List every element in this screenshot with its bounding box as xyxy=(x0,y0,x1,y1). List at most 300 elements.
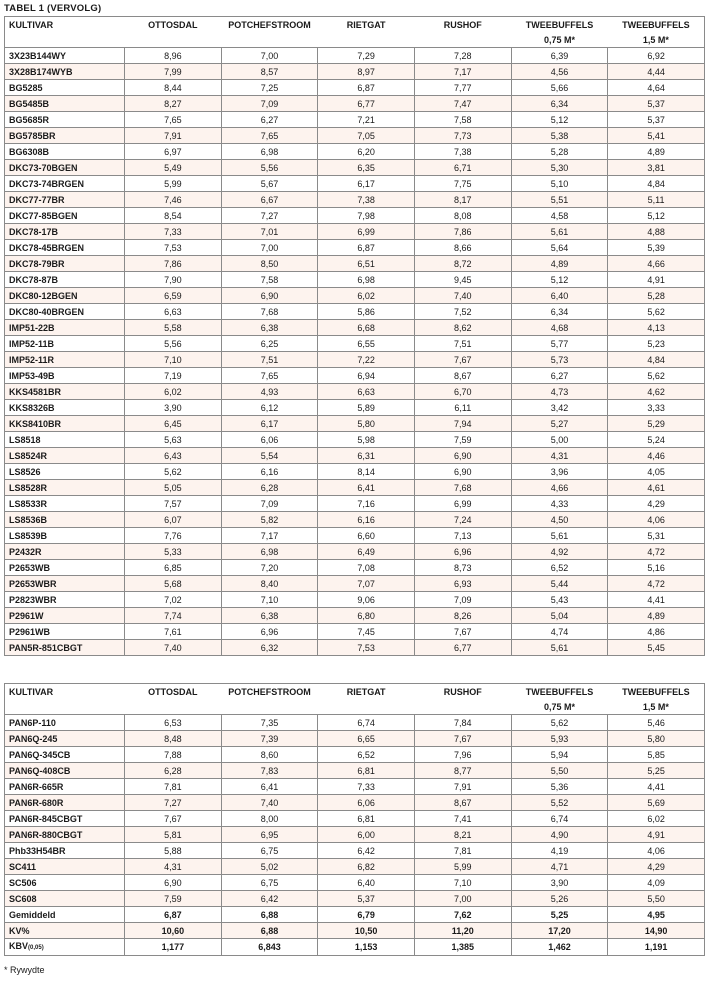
header-subrow xyxy=(5,32,705,48)
yield-value: 4,89 xyxy=(511,256,608,272)
yield-value: 7,65 xyxy=(221,368,318,384)
yield-value: 7,77 xyxy=(414,80,511,96)
col-header-tweebuffels-075: TWEEBUFFELS xyxy=(511,684,608,700)
yield-value: 5,28 xyxy=(608,288,705,304)
yield-value: 6,38 xyxy=(221,608,318,624)
yield-value: 5,62 xyxy=(608,368,705,384)
yield-value: 7,24 xyxy=(414,512,511,528)
yield-value: 5,61 xyxy=(511,224,608,240)
yield-value: 6,87 xyxy=(318,80,415,96)
yield-value: 6,27 xyxy=(511,368,608,384)
yield-value: 8,73 xyxy=(414,560,511,576)
yield-value: 5,58 xyxy=(125,320,222,336)
yield-value: 5,02 xyxy=(221,859,318,875)
yield-value: 7,19 xyxy=(125,368,222,384)
table-row xyxy=(5,859,705,875)
yield-value: 5,10 xyxy=(511,176,608,192)
yield-value: 7,88 xyxy=(125,747,222,763)
table-row xyxy=(5,224,705,240)
yield-value: 4,68 xyxy=(511,320,608,336)
yield-value: 5,89 xyxy=(318,400,415,416)
yield-value: 4,90 xyxy=(511,827,608,843)
yield-value: 5,12 xyxy=(608,208,705,224)
cultivar-name: LS8526 xyxy=(5,464,125,480)
cultivar-name: DKC73-74BRGEN xyxy=(5,176,125,192)
yield-value: 7,74 xyxy=(125,608,222,624)
yield-value: 6,34 xyxy=(511,304,608,320)
yield-value: 6,75 xyxy=(221,843,318,859)
yield-value: 4,41 xyxy=(608,779,705,795)
yield-value: 6,63 xyxy=(318,384,415,400)
table-row xyxy=(5,272,705,288)
cultivar-name: PAN6P-110 xyxy=(5,715,125,731)
summary-value: 14,90 xyxy=(608,923,705,939)
cultivar-name: SC506 xyxy=(5,875,125,891)
table-row xyxy=(5,891,705,907)
col-header-tweebuffels-075: TWEEBUFFELS xyxy=(511,17,608,33)
yield-value: 5,28 xyxy=(511,144,608,160)
data-table-part-1 xyxy=(4,16,705,656)
yield-value: 6,67 xyxy=(221,192,318,208)
col-header-rietgat: RIETGAT xyxy=(318,17,415,33)
yield-value: 6,17 xyxy=(221,416,318,432)
kbv-label-text: KBV xyxy=(9,941,29,951)
yield-value: 6,74 xyxy=(318,715,415,731)
yield-value: 7,59 xyxy=(125,891,222,907)
cultivar-name: DKC77-85BGEN xyxy=(5,208,125,224)
yield-value: 7,29 xyxy=(318,48,415,64)
yield-value: 7,10 xyxy=(125,352,222,368)
summary-value: 10,60 xyxy=(125,923,222,939)
cultivar-name: P2432R xyxy=(5,544,125,560)
yield-value: 6,96 xyxy=(414,544,511,560)
yield-value: 6,90 xyxy=(414,448,511,464)
cultivar-name: LS8528R xyxy=(5,480,125,496)
yield-value: 4,31 xyxy=(511,448,608,464)
yield-value: 5,50 xyxy=(608,891,705,907)
yield-value: 6,77 xyxy=(318,96,415,112)
yield-value: 4,64 xyxy=(608,80,705,96)
yield-value: 3,96 xyxy=(511,464,608,480)
yield-value: 6,92 xyxy=(608,48,705,64)
yield-value: 5,46 xyxy=(608,715,705,731)
yield-value: 7,00 xyxy=(221,48,318,64)
kbv-value: 1,191 xyxy=(608,939,705,956)
yield-value: 7,67 xyxy=(414,624,511,640)
yield-value: 7,90 xyxy=(125,272,222,288)
cultivar-name: LS8539B xyxy=(5,528,125,544)
summary-row xyxy=(5,907,705,923)
kbv-subscript: (0,05) xyxy=(28,945,44,951)
col-header-ottosdal: OTTOSDAL xyxy=(125,684,222,700)
yield-value: 4,72 xyxy=(608,544,705,560)
yield-value: 5,80 xyxy=(318,416,415,432)
summary-value: 11,20 xyxy=(414,923,511,939)
cultivar-name: LS8536B xyxy=(5,512,125,528)
yield-value: 6,95 xyxy=(221,827,318,843)
cultivar-name: BG5685R xyxy=(5,112,125,128)
table-row xyxy=(5,304,705,320)
yield-value: 6,80 xyxy=(318,608,415,624)
yield-value: 4,93 xyxy=(221,384,318,400)
yield-value: 4,89 xyxy=(608,144,705,160)
cultivar-name: 3X28B174WYB xyxy=(5,64,125,80)
yield-value: 7,86 xyxy=(414,224,511,240)
yield-value: 4,50 xyxy=(511,512,608,528)
cultivar-name: DKC77-77BR xyxy=(5,192,125,208)
table-row xyxy=(5,875,705,891)
summary-value: 6,87 xyxy=(125,907,222,923)
table-row xyxy=(5,448,705,464)
table-row xyxy=(5,464,705,480)
cultivar-name: IMP51-22B xyxy=(5,320,125,336)
col-header-rushof: RUSHOF xyxy=(414,17,511,33)
yield-value: 8,54 xyxy=(125,208,222,224)
kbv-label xyxy=(5,939,125,956)
yield-value: 6,40 xyxy=(511,288,608,304)
col-header-rushof: RUSHOF xyxy=(414,684,511,700)
yield-value: 6,40 xyxy=(318,875,415,891)
yield-value: 8,50 xyxy=(221,256,318,272)
yield-value: 7,20 xyxy=(221,560,318,576)
yield-value: 6,52 xyxy=(318,747,415,763)
yield-value: 5,61 xyxy=(511,528,608,544)
kbv-value: 1,177 xyxy=(125,939,222,956)
yield-value: 5,77 xyxy=(511,336,608,352)
yield-value: 7,01 xyxy=(221,224,318,240)
table-row xyxy=(5,128,705,144)
col-subheader-075: 0,75 M* xyxy=(511,699,608,715)
yield-value: 4,66 xyxy=(608,256,705,272)
yield-value: 4,06 xyxy=(608,512,705,528)
yield-value: 4,05 xyxy=(608,464,705,480)
yield-value: 6,16 xyxy=(221,464,318,480)
yield-value: 8,57 xyxy=(221,64,318,80)
yield-value: 5,62 xyxy=(511,715,608,731)
yield-value: 6,06 xyxy=(221,432,318,448)
yield-value: 7,53 xyxy=(125,240,222,256)
yield-value: 7,07 xyxy=(318,576,415,592)
yield-value: 5,23 xyxy=(608,336,705,352)
data-table-part-2 xyxy=(4,683,705,956)
summary-value: 4,95 xyxy=(608,907,705,923)
yield-value: 5,88 xyxy=(125,843,222,859)
yield-value: 5,68 xyxy=(125,576,222,592)
yield-value: 3,90 xyxy=(511,875,608,891)
yield-value: 4,91 xyxy=(608,827,705,843)
yield-value: 8,72 xyxy=(414,256,511,272)
yield-value: 4,84 xyxy=(608,352,705,368)
yield-value: 5,44 xyxy=(511,576,608,592)
yield-value: 5,24 xyxy=(608,432,705,448)
yield-value: 6,98 xyxy=(221,144,318,160)
yield-value: 7,22 xyxy=(318,352,415,368)
yield-value: 4,33 xyxy=(511,496,608,512)
col-header-potchefstroom: POTCHEFSTROOM xyxy=(221,684,318,700)
yield-value: 7,68 xyxy=(414,480,511,496)
col-header-tweebuffels-15: TWEEBUFFELS xyxy=(608,17,705,33)
cultivar-name: DKC78-17B xyxy=(5,224,125,240)
table-row xyxy=(5,384,705,400)
yield-value: 5,43 xyxy=(511,592,608,608)
yield-value: 5,80 xyxy=(608,731,705,747)
yield-value: 5,37 xyxy=(318,891,415,907)
yield-value: 7,96 xyxy=(414,747,511,763)
table-row xyxy=(5,64,705,80)
yield-value: 3,81 xyxy=(608,160,705,176)
yield-value: 7,45 xyxy=(318,624,415,640)
yield-value: 5,27 xyxy=(511,416,608,432)
table-row xyxy=(5,352,705,368)
yield-value: 7,91 xyxy=(414,779,511,795)
cultivar-name: PAN6Q-345CB xyxy=(5,747,125,763)
cultivar-name: LS8524R xyxy=(5,448,125,464)
cultivar-name: P2961W xyxy=(5,608,125,624)
yield-value: 8,48 xyxy=(125,731,222,747)
table-row xyxy=(5,811,705,827)
yield-value: 4,58 xyxy=(511,208,608,224)
yield-value: 7,38 xyxy=(414,144,511,160)
kbv-value: 1,153 xyxy=(318,939,415,956)
yield-value: 5,99 xyxy=(414,859,511,875)
yield-value: 7,38 xyxy=(318,192,415,208)
yield-value: 7,67 xyxy=(414,731,511,747)
yield-value: 7,84 xyxy=(414,715,511,731)
yield-value: 8,62 xyxy=(414,320,511,336)
yield-value: 8,14 xyxy=(318,464,415,480)
cultivar-name: BG5285 xyxy=(5,80,125,96)
yield-value: 8,44 xyxy=(125,80,222,96)
yield-value: 5,12 xyxy=(511,112,608,128)
yield-value: 6,53 xyxy=(125,715,222,731)
cultivar-name: BG6308B xyxy=(5,144,125,160)
yield-value: 3,90 xyxy=(125,400,222,416)
yield-value: 4,06 xyxy=(608,843,705,859)
yield-value: 7,47 xyxy=(414,96,511,112)
yield-value: 7,08 xyxy=(318,560,415,576)
yield-value: 5,69 xyxy=(608,795,705,811)
yield-value: 8,77 xyxy=(414,763,511,779)
table-row xyxy=(5,608,705,624)
yield-value: 7,40 xyxy=(221,795,318,811)
cultivar-name: PAN6R-665R xyxy=(5,779,125,795)
col-subheader-075: 0,75 M* xyxy=(511,32,608,48)
table-row xyxy=(5,416,705,432)
table-row xyxy=(5,747,705,763)
yield-value: 7,51 xyxy=(414,336,511,352)
yield-value: 7,16 xyxy=(318,496,415,512)
table-row xyxy=(5,208,705,224)
yield-value: 4,74 xyxy=(511,624,608,640)
yield-value: 5,93 xyxy=(511,731,608,747)
yield-value: 5,62 xyxy=(608,304,705,320)
col-subheader-15: 1,5 M* xyxy=(608,32,705,48)
table-row xyxy=(5,336,705,352)
summary-value: 6,88 xyxy=(221,923,318,939)
yield-value: 5,63 xyxy=(125,432,222,448)
cultivar-name: P2961WB xyxy=(5,624,125,640)
yield-value: 6,28 xyxy=(125,763,222,779)
yield-value: 7,67 xyxy=(414,352,511,368)
yield-value: 4,29 xyxy=(608,859,705,875)
table-body-1 xyxy=(5,48,705,656)
yield-value: 5,64 xyxy=(511,240,608,256)
yield-value: 6,28 xyxy=(221,480,318,496)
yield-value: 4,66 xyxy=(511,480,608,496)
yield-value: 8,17 xyxy=(414,192,511,208)
yield-value: 6,35 xyxy=(318,160,415,176)
yield-value: 7,67 xyxy=(125,811,222,827)
yield-value: 6,02 xyxy=(125,384,222,400)
yield-value: 5,81 xyxy=(125,827,222,843)
yield-value: 7,75 xyxy=(414,176,511,192)
yield-value: 7,09 xyxy=(221,496,318,512)
yield-value: 6,52 xyxy=(511,560,608,576)
table-row xyxy=(5,560,705,576)
cultivar-name: PAN6R-845CBGT xyxy=(5,811,125,827)
yield-value: 7,21 xyxy=(318,112,415,128)
yield-value: 7,58 xyxy=(414,112,511,128)
yield-value: 5,41 xyxy=(608,128,705,144)
yield-value: 7,09 xyxy=(221,96,318,112)
yield-value: 7,65 xyxy=(221,128,318,144)
yield-value: 6,16 xyxy=(318,512,415,528)
table-row xyxy=(5,320,705,336)
yield-value: 5,61 xyxy=(511,640,608,656)
table-row xyxy=(5,288,705,304)
yield-value: 5,56 xyxy=(125,336,222,352)
yield-value: 6,74 xyxy=(511,811,608,827)
yield-value: 6,17 xyxy=(318,176,415,192)
table-body-2 xyxy=(5,715,705,956)
yield-value: 5,73 xyxy=(511,352,608,368)
header-row xyxy=(5,684,705,700)
yield-value: 4,89 xyxy=(608,608,705,624)
yield-value: 6,93 xyxy=(414,576,511,592)
yield-value: 7,27 xyxy=(221,208,318,224)
table-row xyxy=(5,827,705,843)
yield-value: 6,75 xyxy=(221,875,318,891)
yield-value: 7,40 xyxy=(125,640,222,656)
yield-value: 5,99 xyxy=(125,176,222,192)
table-row xyxy=(5,624,705,640)
yield-value: 5,33 xyxy=(125,544,222,560)
summary-value: 5,25 xyxy=(511,907,608,923)
table-row xyxy=(5,795,705,811)
cultivar-name: PAN6Q-408CB xyxy=(5,763,125,779)
table-row xyxy=(5,496,705,512)
yield-value: 5,00 xyxy=(511,432,608,448)
yield-value: 8,08 xyxy=(414,208,511,224)
yield-value: 6,42 xyxy=(221,891,318,907)
yield-value: 4,31 xyxy=(125,859,222,875)
yield-value: 4,19 xyxy=(511,843,608,859)
yield-value: 6,99 xyxy=(414,496,511,512)
cultivar-name: 3X23B144WY xyxy=(5,48,125,64)
yield-value: 5,25 xyxy=(608,763,705,779)
yield-value: 6,39 xyxy=(511,48,608,64)
yield-value: 7,46 xyxy=(125,192,222,208)
yield-value: 6,82 xyxy=(318,859,415,875)
yield-value: 6,90 xyxy=(414,464,511,480)
yield-value: 6,38 xyxy=(221,320,318,336)
yield-value: 6,98 xyxy=(221,544,318,560)
yield-value: 9,06 xyxy=(318,592,415,608)
yield-value: 5,39 xyxy=(608,240,705,256)
yield-value: 7,68 xyxy=(221,304,318,320)
yield-value: 7,17 xyxy=(414,64,511,80)
cultivar-name: P2653WBR xyxy=(5,576,125,592)
yield-value: 5,52 xyxy=(511,795,608,811)
table-row xyxy=(5,512,705,528)
yield-value: 6,11 xyxy=(414,400,511,416)
yield-value: 6,51 xyxy=(318,256,415,272)
table-row xyxy=(5,256,705,272)
yield-value: 4,61 xyxy=(608,480,705,496)
summary-label: KV% xyxy=(5,923,125,939)
table-row xyxy=(5,368,705,384)
cultivar-name: SC608 xyxy=(5,891,125,907)
cultivar-name: P2823WBR xyxy=(5,592,125,608)
cultivar-name: DKC80-40BRGEN xyxy=(5,304,125,320)
col-header-ottosdal: OTTOSDAL xyxy=(125,17,222,33)
cultivar-name: DKC78-45BRGEN xyxy=(5,240,125,256)
yield-value: 6,71 xyxy=(414,160,511,176)
table-row xyxy=(5,160,705,176)
yield-value: 7,02 xyxy=(125,592,222,608)
yield-value: 5,85 xyxy=(608,747,705,763)
yield-value: 8,26 xyxy=(414,608,511,624)
yield-value: 5,86 xyxy=(318,304,415,320)
summary-label: Gemiddeld xyxy=(5,907,125,923)
yield-value: 5,37 xyxy=(608,96,705,112)
table-row xyxy=(5,763,705,779)
cultivar-name: LS8533R xyxy=(5,496,125,512)
yield-value: 4,44 xyxy=(608,64,705,80)
yield-value: 6,25 xyxy=(221,336,318,352)
cultivar-name: LS8518 xyxy=(5,432,125,448)
yield-value: 7,39 xyxy=(221,731,318,747)
cultivar-name: PAN5R-851CBGT xyxy=(5,640,125,656)
table-row xyxy=(5,640,705,656)
kbv-value: 1,462 xyxy=(511,939,608,956)
yield-value: 7,81 xyxy=(125,779,222,795)
yield-value: 5,36 xyxy=(511,779,608,795)
cultivar-name: DKC80-12BGEN xyxy=(5,288,125,304)
yield-value: 6,81 xyxy=(318,811,415,827)
table-row xyxy=(5,112,705,128)
cultivar-name: KKS8326B xyxy=(5,400,125,416)
summary-value: 6,88 xyxy=(221,907,318,923)
yield-value: 8,60 xyxy=(221,747,318,763)
table-row xyxy=(5,144,705,160)
yield-value: 7,10 xyxy=(221,592,318,608)
cultivar-name: BG5785BR xyxy=(5,128,125,144)
yield-value: 7,52 xyxy=(414,304,511,320)
yield-value: 5,49 xyxy=(125,160,222,176)
yield-value: 4,56 xyxy=(511,64,608,80)
yield-value: 5,56 xyxy=(221,160,318,176)
cultivar-name: DKC78-87B xyxy=(5,272,125,288)
cultivar-name: DKC78-79BR xyxy=(5,256,125,272)
yield-value: 5,05 xyxy=(125,480,222,496)
table-row xyxy=(5,240,705,256)
yield-value: 8,66 xyxy=(414,240,511,256)
yield-value: 8,27 xyxy=(125,96,222,112)
yield-value: 6,90 xyxy=(125,875,222,891)
yield-value: 5,26 xyxy=(511,891,608,907)
col-header-tweebuffels-15: TWEEBUFFELS xyxy=(608,684,705,700)
